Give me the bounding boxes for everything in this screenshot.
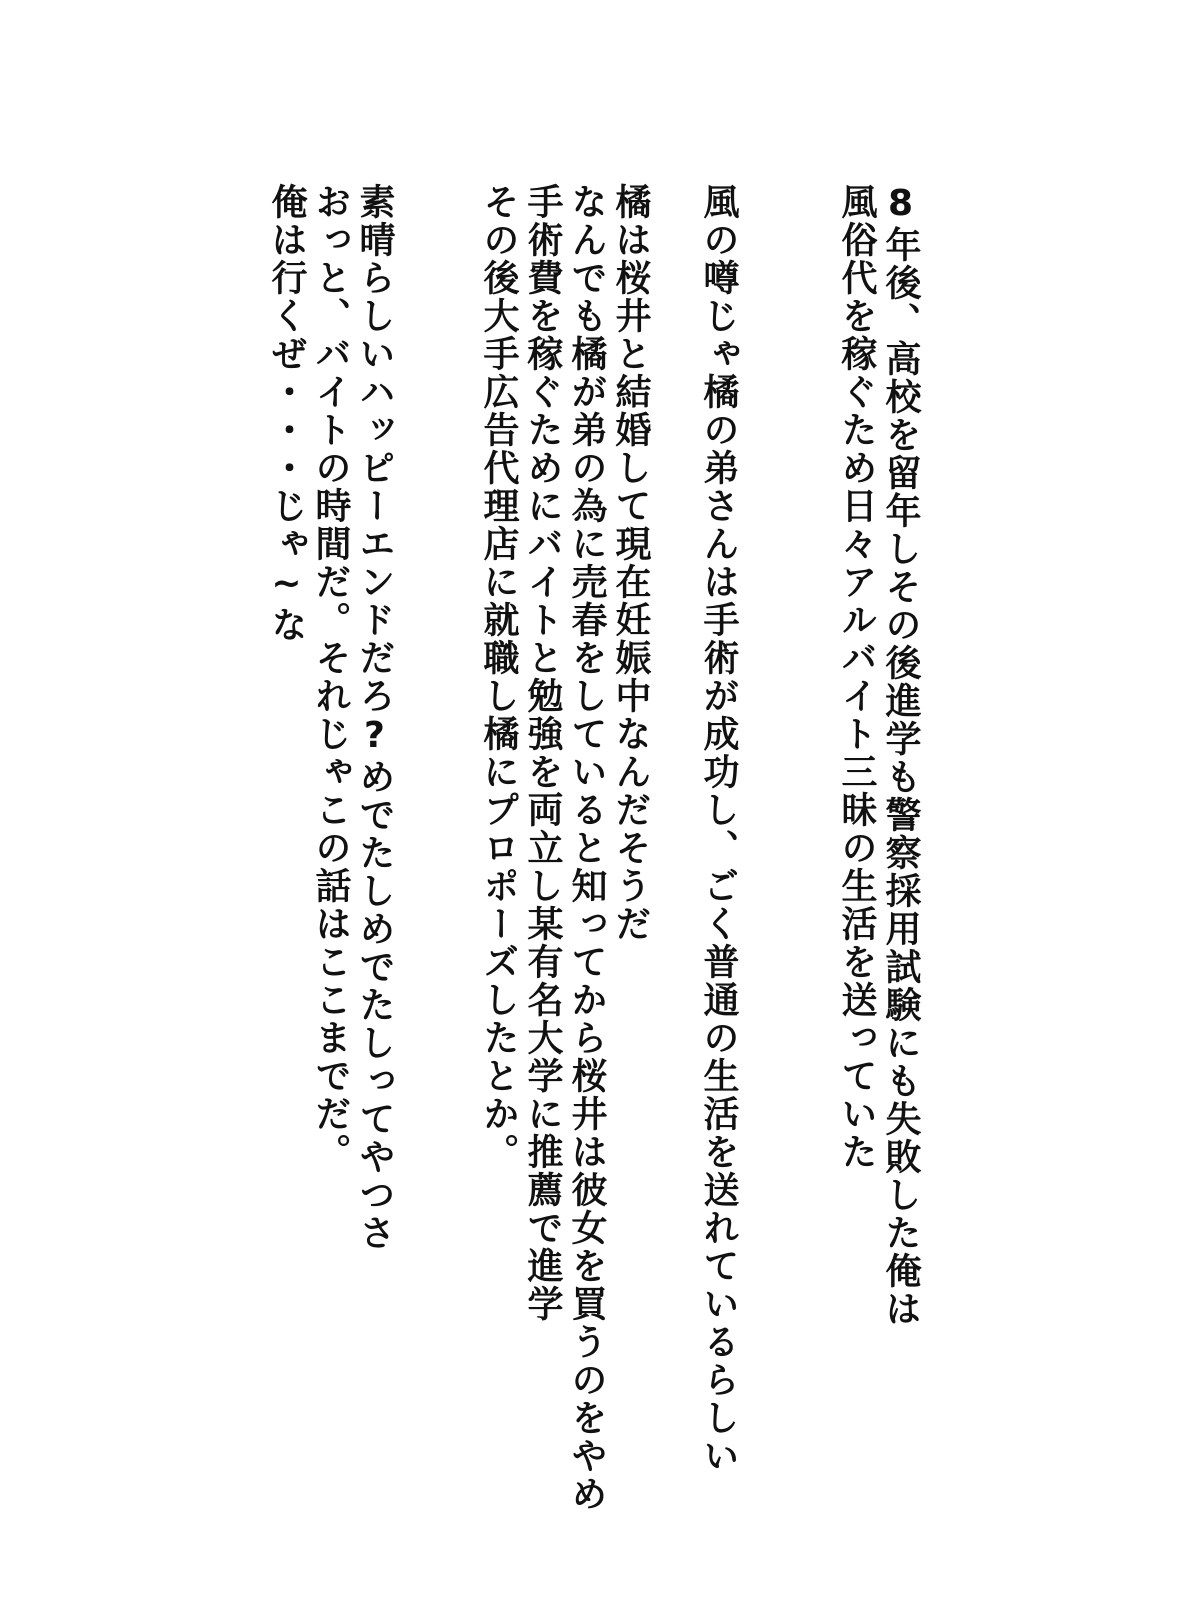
text-line: 手術費を稼ぐためにバイトと勉強を両立し某有名大学に推薦で進学 xyxy=(522,183,563,1323)
text-line: 俺は行くぜ・・・じゃ~な xyxy=(266,183,307,644)
text-line: なんでも橘が弟の為に売春をしていると知ってから桜井は彼女を買うのをやめ xyxy=(566,183,607,1513)
text-line: 風の噂じゃ橘の弟さんは手術が成功し、ごく普通の生活を送れているらしい xyxy=(698,183,739,1475)
text-line: おっと、バイトの時間だ。それじゃこの話はここまでだ。 xyxy=(310,183,351,1171)
text-line: 橘は桜井と結婚して現在妊娠中なんだそうだ xyxy=(610,183,651,943)
text-line: 風俗代を稼ぐため日々アルバイト三昧の生活を送っていた xyxy=(836,183,877,1171)
text-line: その後大手広告代理店に就職し橘にプロポーズしたとか。 xyxy=(478,183,519,1171)
text-line: 素晴らしいハッピーエンドだろ?めでたしめでたしってやつさ xyxy=(354,183,395,1252)
text-line: 8年後、高校を留年しその後進学も警察採用試験にも失敗した俺は xyxy=(880,183,921,1328)
